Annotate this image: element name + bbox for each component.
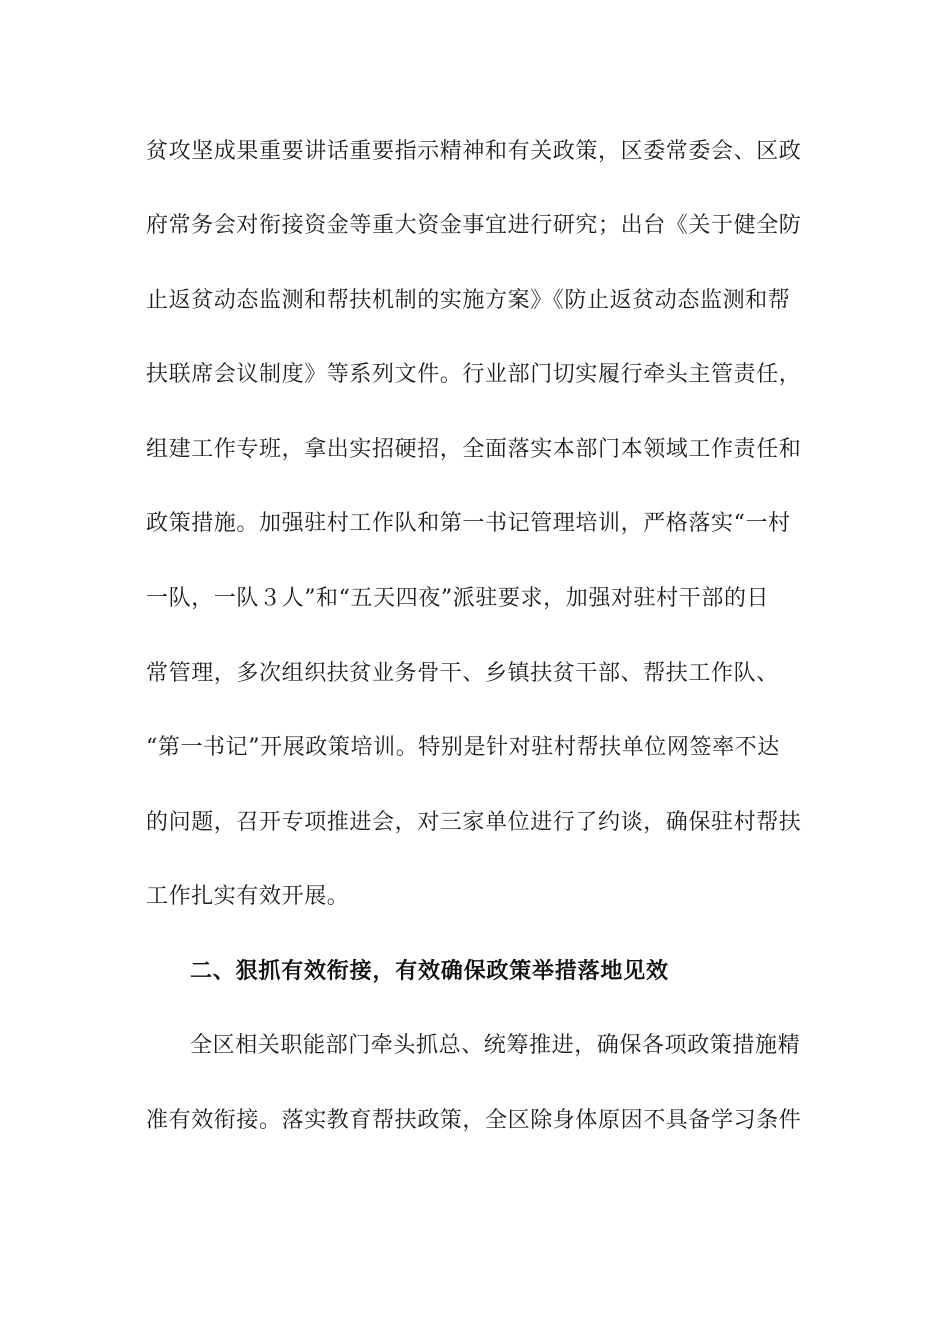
paragraph-line: 止返贫动态监测和帮扶机制的实施方案》《防止返贫动态监测和帮 (146, 288, 791, 313)
paragraph-line: 常管理，多次组织扶贫业务骨干、乡镇扶贫干部、帮扶工作队、 (146, 661, 779, 686)
paragraph-line: 工作扎实有效开展。 (146, 884, 350, 909)
paragraph-line: 组建工作专班，拿出实招硬招，全面落实本部门本领域工作责任和 (146, 437, 802, 462)
paragraph-line: “第一书记”开展政策培训。特别是针对驻村帮扶单位网签率不达 (146, 735, 780, 760)
paragraph-line: 扶联席会议制度》等系列文件。行业部门切实履行牵头主管责任， (146, 362, 802, 387)
paragraph-line: 的问题，召开专项推进会，对三家单位进行了约谈，确保驻村帮扶 (146, 810, 802, 835)
paragraph-line: 准有效衔接。落实教育帮扶政策，全区除身体原因不具备学习条件 (146, 1108, 802, 1133)
paragraph-line: 一队，一队３人”和“五天四夜”派驻要求，加强对驻村干部的日 (146, 586, 770, 611)
paragraph-line: 全区相关职能部门牵头抓总、统筹推进，确保各项政策措施精 (190, 1033, 801, 1058)
section-heading: 二、狠抓有效衔接，有效确保政策举措落地见效 (190, 959, 669, 984)
paragraph-line: 府常务会对衔接资金等重大资金事宜进行研究；出台《关于健全防 (146, 213, 802, 238)
paragraph-line: 贫攻坚成果重要讲话重要指示精神和有关政策，区委常委会、区政 (146, 139, 802, 164)
paragraph-line: 政策措施。加强驻村工作队和第一书记管理培训，严格落实“一村 (146, 511, 791, 536)
